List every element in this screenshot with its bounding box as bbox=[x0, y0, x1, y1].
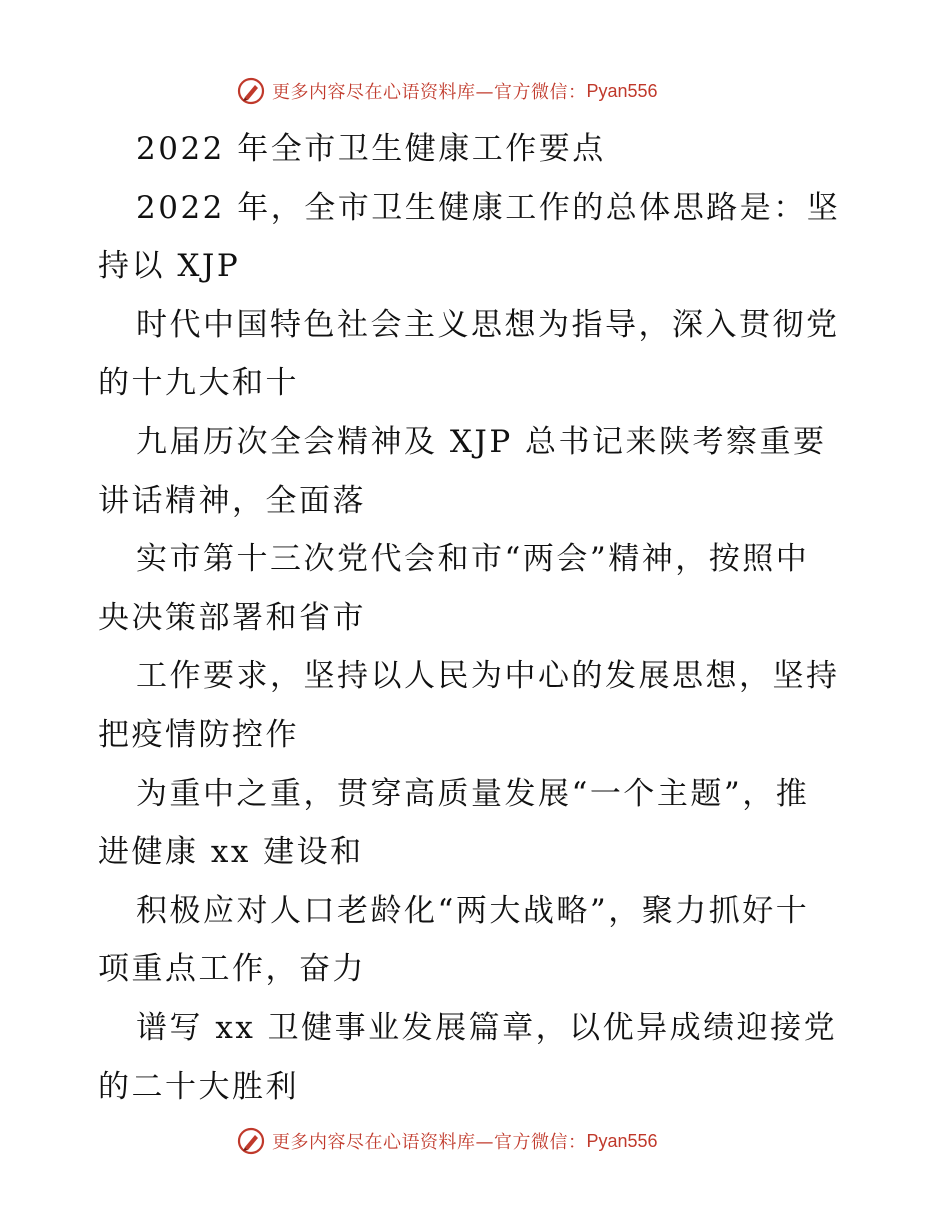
paragraph-line: 项重点工作，奋力 bbox=[98, 951, 366, 988]
paragraph-line: 2022 年，全市卫生健康工作的总体思路是：坚 bbox=[136, 189, 841, 226]
paragraph-line: 讲话精神，全面落 bbox=[98, 482, 366, 519]
watermark-banner-bottom bbox=[236, 1124, 658, 1158]
watermark-text: 更多内容尽在心语资料库—官方微信： bbox=[272, 82, 587, 103]
paragraph-line: 谱写 xx 卫健事业发展篇章，以优异成绩迎接党 bbox=[136, 1009, 838, 1046]
paragraph-line: 实市第十三次党代会和市“两会”精神，按照中 bbox=[136, 541, 810, 578]
paragraph-line: 进健康 xx 建设和 bbox=[98, 834, 364, 871]
pen-logo-icon bbox=[236, 1126, 266, 1156]
document-title: 2022 年全市卫生健康工作要点 bbox=[136, 131, 606, 167]
paragraph-line: 工作要求，坚持以人民为中心的发展思想，坚持 bbox=[136, 658, 840, 695]
paragraph-line: 的二十大胜利 bbox=[98, 1068, 299, 1105]
watermark-banner-top bbox=[236, 74, 658, 108]
watermark-text: 更多内容尽在心语资料库—官方微信： bbox=[272, 1132, 587, 1153]
paragraph-line: 为重中之重，贯穿高质量发展“一个主题”，推 bbox=[136, 775, 810, 812]
paragraph-line: 九届历次全会精神及 XJP 总书记来陕考察重要 bbox=[136, 423, 827, 460]
document-body bbox=[98, 120, 868, 1116]
paragraph-line: 把疫情防控作 bbox=[98, 716, 299, 753]
watermark-handle: Pyan556 bbox=[586, 80, 658, 101]
paragraph-line: 时代中国特色社会主义思想为指导，深入贯彻党 bbox=[136, 306, 840, 343]
paragraph-line: 的十九大和十 bbox=[98, 365, 299, 402]
paragraph-line: 央决策部署和省市 bbox=[98, 599, 366, 636]
watermark-handle: Pyan556 bbox=[586, 1130, 658, 1151]
pen-logo-icon bbox=[236, 76, 266, 106]
paragraph-line: 积极应对人口老龄化“两大战略”，聚力抓好十 bbox=[136, 892, 810, 929]
paragraph-line: 持以 XJP bbox=[98, 248, 241, 285]
